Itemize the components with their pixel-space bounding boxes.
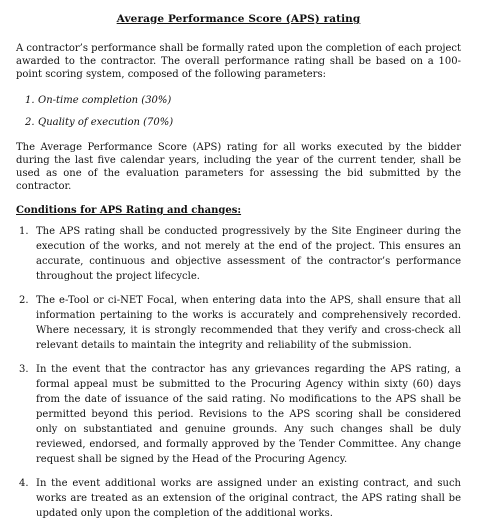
condition-item (16, 476, 461, 521)
aps-paragraph: The Average Performance Score (APS) rating for all works executed by the bidder during the last five calendar years, including the year of the current tender, shall be used as one of the evaluation parameters for assessing the bid submitted by the contractor. (16, 142, 461, 192)
condition-number: 4. (19, 478, 29, 489)
parameter-number: 1. (25, 95, 35, 106)
document-title: Average Performance Score (APS) rating (116, 13, 361, 25)
parameter-text: Quality of execution (70%) (38, 117, 174, 128)
condition-number: 1. (19, 226, 29, 237)
condition-item (16, 224, 461, 284)
conditions-heading: Conditions for APS Rating and changes: (16, 205, 242, 216)
condition-text: The APS rating shall be conducted progressively by the Site Engineer during the execution of the works, and not merely at the end of the project. This ensures an accurate, continuous and objective assessment of the contractor’s performance throughout the project lifecycle. (36, 226, 461, 282)
condition-number: 2. (19, 295, 29, 306)
condition-item (16, 362, 461, 467)
parameter-list (25, 94, 461, 129)
condition-text: The e-Tool or ci-NET Focal, when entering data into the APS, shall ensure that all information pertaining to the works is accurately and comprehensively recorded. Where necessary, it is strongly recommended that they verify and cross-check all relevant details to maintain the integrity and reliability of the submission. (36, 295, 461, 351)
parameter-number: 2. (25, 117, 35, 128)
condition-text: In the event that the contractor has any grievances regarding the APS rating, a formal appeal must be submitted to the Procuring Agency within sixty (60) days from the date of issuance of the said rating. No modifications to the APS shall be permitted beyond this period. Revisions to the APS scoring shall be considered only on substantiated and genuine grounds. Any such changes shall be duly reviewed, endorsed, and formally approved by the Tender Committee. Any change request shall be signed by the Head of the Procuring Agency. (36, 364, 461, 465)
conditions-list (16, 224, 461, 521)
intro-paragraph: A contractor’s performance shall be formally rated upon the completion of each project awarded to the contractor. The overall performance rating shall be based on a 100-point scoring system, composed of the following parameters: (16, 43, 461, 80)
parameter-text: On-time completion (30%) (38, 95, 172, 106)
condition-number: 3. (19, 364, 29, 375)
condition-item (16, 293, 461, 353)
condition-text: In the event additional works are assigned under an existing contract, and such works are treated as an extension of the original contract, the APS rating shall be updated only upon the completion of the additional works. (36, 478, 461, 519)
parameter-item (25, 94, 461, 107)
parameter-item (25, 116, 461, 129)
